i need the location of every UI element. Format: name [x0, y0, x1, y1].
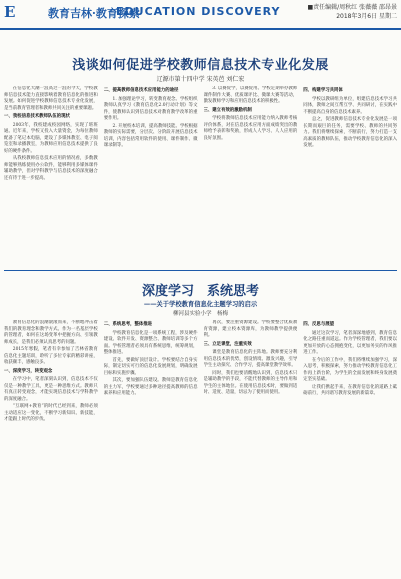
- article-2-body: [4, 320, 397, 574]
- paragraph: 2. 开展校本培训，提高教师技能。学校根据教师的实际需要，分层次、分阶段开展信息技术培训，内容包括常用软件的使用、课件制作、微课录制等。: [103, 123, 198, 148]
- editor-line: ■责任编辑/周秋红 张薇薇 邵昂景: [307, 4, 397, 11]
- paragraph: 2003年，我校建成校园网络，实现了班班通。近年来，学校又投入大量资金，为每位教师配备了笔记本电脑，建设了多媒体教室、电子阅览室和录播教室，为教师应用信息技术提供了良好的硬件条件。: [4, 122, 98, 154]
- article-2-subtitle: ——关于学校教育信息化主题学习的启示: [143, 301, 258, 308]
- subheading: 四、反思与展望: [303, 322, 334, 327]
- paragraph: 学校将教师信息技术应用能力纳入教师考核评价体系，对在信息技术应用方面成绩突出的教师给予表彰和奖励，形成人人学习、人人应用的良好氛围。: [203, 116, 298, 141]
- paragraph: 总之，促进教师信息技术专业化发展是一项长期而艰巨的任务，需要学校、教师的共同努力。我们将继续探索，不断前行，努力打造一支高素质的教师队伍，推动学校教育信息化的深入发展。: [303, 117, 397, 148]
- paragraph: 课堂是教育信息化的主阵地。教师要充分利用信息技术的优势，创设情境、激发兴趣，引导学生主动探究、合作学习，提高课堂教学效率。: [203, 350, 298, 368]
- article-1-column-2: [104, 86, 198, 264]
- paragraph: 教育信息化的浪潮滚滚而来，不断地冲击着我们的教育理念和教学方式。作为一名基层学校的管理者，如何在这场变革中把握方向、引领教师成长，是我们必须认真思考的问题。: [4, 320, 98, 345]
- date-line: 2018年3月6日 星期二: [336, 13, 397, 20]
- paragraph: 学校以教研组为单位，组建信息技术学习共同体，教师之间互帮互学、共同研讨，在实践中不断提高自身的信息技术素养。: [303, 96, 397, 115]
- paragraph: 在学习中，笔者深刻认识到，信息技术不仅仅是一种教学工具，更是一种思维方式。教师只有真正转变观念，才能实现信息技术与学科教学的深度融合。: [4, 377, 98, 402]
- paragraph: 再次，要注重资源建设。学校要整合优质教育资源，建立校本资源库，为教师教学提供便利。: [203, 320, 298, 338]
- article-1-column-4: [303, 86, 397, 264]
- article-1-byline: 辽源市第十四中学 宋英芭 刘仁宏: [156, 76, 245, 83]
- article-1-body: [4, 86, 397, 264]
- paragraph: 首先，要做好顶层设计。学校要结合自身实际，制定切实可行的信息化发展规划，明确发展目标和实施步骤。: [103, 357, 198, 376]
- subheading: 二、提高教师信息技术应用能力的途径: [103, 88, 179, 93]
- header-meta: [307, 3, 397, 21]
- section-divider: [4, 270, 397, 271]
- article-1-title: 浅谈如何促进学校教师信息技术专业化发展: [72, 58, 329, 73]
- paragraph: 从我校教师信息技术应用的情况看，多数教师能够熟练使用办公软件，能够利用多媒体课件辅助教学，但对学科教学与信息技术的深度融合还有待于进一步提高。: [4, 156, 98, 181]
- paragraph: 同时，我们也要清醒地认识到，信息技术只是辅助教学的手段，不能代替教师的主导作用和学生的主体地位。在使用信息技术时，要做到适时、适度、适量，切忌为了使用而使用。: [203, 370, 298, 395]
- article-2-column-3: [204, 320, 298, 574]
- article-1-column-1: [4, 86, 98, 264]
- article-2-title: 深度学习 系统思考: [141, 284, 259, 299]
- section-english-title: EDUCATION DISCOVERY: [116, 5, 281, 18]
- subheading: 一、深度学习，转变观念: [4, 368, 53, 374]
- paragraph: 通过这次学习，笔者深深地感到，教育信息化之路任重而道远。作为学校管理者，我们要以更加开放的心态拥抱变化，以更加务实的作风推进工作。: [303, 330, 397, 355]
- article-1-column-3: [204, 86, 298, 264]
- article-2-column-1: [4, 320, 98, 574]
- paragraph: 在信息化大潮一浪高过一浪的今天，学校教师信息技术能力直接影响着教育信息化的推进和发展。如何促进学校教师信息技术专业化发展，是当前教育管理者和教师共同关注的重要课题。: [4, 86, 98, 111]
- subheading: 二、系统思考，整体推进: [103, 322, 153, 327]
- paragraph: 在今后的工作中，我们将继续加强学习，深入思考，积极探索，努力推动学校教育信息化工作再上新台阶，为学生的全面发展和终身发展奠定坚实基础。: [303, 357, 397, 382]
- paragraph: “互联网+教育”的时代已经到来，教师必须主动适应这一变化，不断学习新知识、新技能，才能跟上时代的步伐。: [4, 404, 98, 422]
- newspaper-logo: E: [4, 3, 16, 21]
- article-2-byline: 柳河县实验小学 杨梅: [172, 311, 228, 317]
- paragraph: 学校教育信息化是一项系统工程，涉及硬件建设、软件开发、资源整合、教师培训等多个方面。学校管理者必须具有系统思维，统筹规划，整体推进。: [103, 330, 198, 355]
- article-2-column-4: [303, 320, 397, 574]
- subheading: 三、建立有效的激励机制: [203, 107, 252, 113]
- paragraph: 3. 以赛促学，以赛促用。学校定期举办教师课件制作大赛、优质课评比、微课大赛等活动，激发教师学习和应用信息技术的积极性。: [203, 86, 298, 104]
- subheading: 一、我校信息技术教师队伍的现状: [4, 114, 70, 119]
- paragraph: 让我们携起手来，在教育信息化的道路上砥砺前行，共同谱写教育发展的新篇章。: [303, 384, 397, 396]
- paragraph: 2015年寒假，笔者有幸参加了吉林省教育信息化主题培训，聆听了多位专家的精彩讲座，收获颇丰，感触良多。: [4, 347, 98, 365]
- paragraph: 其次，要加强队伍建设。教师是教育信息化的主力军，学校要通过多种途径提高教师的信息素养和应用能力。: [103, 378, 198, 396]
- subheading: 三、立足课堂，注重实效: [203, 341, 252, 347]
- section-name: 教育吉林·教育探索: [48, 7, 140, 20]
- article-2-column-2: [104, 320, 198, 574]
- subheading: 四、构建学习共同体: [303, 88, 343, 93]
- paragraph: 1. 加强理论学习，转变教育观念。学校组织教师认真学习《教育信息化2.0行动计划》等文件，使教师认识到信息技术对教育教学改革的重要作用。: [103, 96, 198, 121]
- page-header: [0, 0, 401, 30]
